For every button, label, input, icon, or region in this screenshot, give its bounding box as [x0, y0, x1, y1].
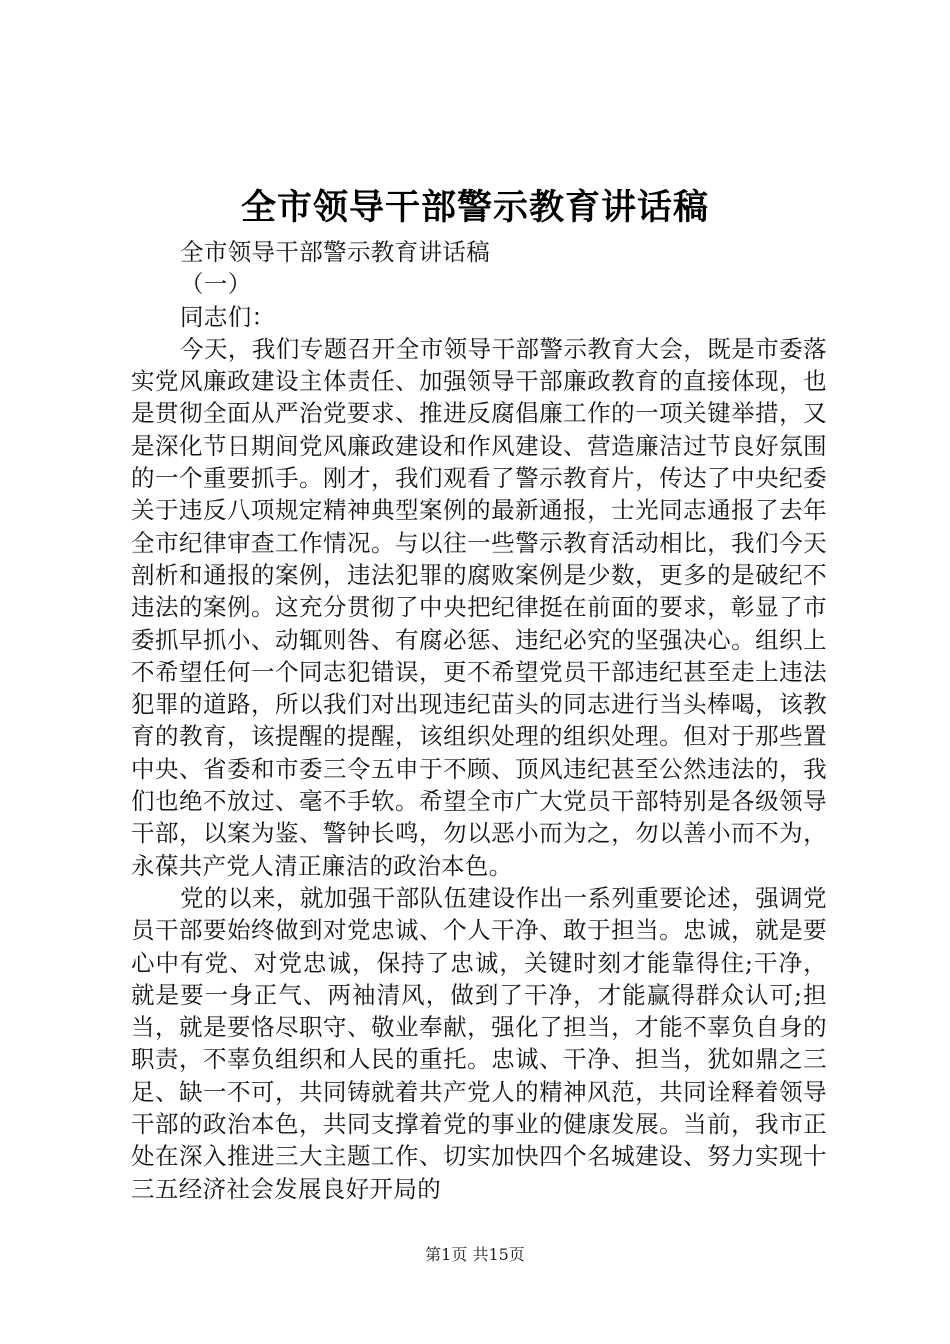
- page-footer: 第1页 共15页: [425, 1245, 525, 1264]
- document-body: [131, 236, 827, 1205]
- salutation: 同志们：: [180, 302, 276, 331]
- paragraph: 今天，我们专题召开全市领导干部警示教育大会，既是市委落实党风廉政建设主体责任、加强领导干部廉政教育的直接体现，也是贯彻全面从严治党要求、推进反腐倡廉工作的一项关键举措，又是深化节日期间党风廉政建设和作风建设、营造廉洁过节良好氛围的一个重要抓手。刚才，我们观看了警示教育片，传达了中央纪委关于违反八项规定精神典型案例的最新通报，士光同志通报了去年全市纪律审查工作情况。与以往一些警示教育活动相比，我们今天剖析和通报的案例，违法犯罪的腐败案例是少数，更多的是破纪不违法的案例。这充分贯彻了中央把纪律挺在前面的要求，彰显了市委抓早抓小、动辄则咎、有腐必惩、违纪必究的坚强决心。组织上不希望任何一个同志犯错误，更不希望党员干部违纪甚至走上违法犯罪的道路，所以我们对出现违纪苗头的同志进行当头棒喝，该教育的教育，该提醒的提醒，该组织处理的组织处理。但对于那些置中央、省委和市委三令五申于不顾、顶风违纪甚至公然违法的，我们也绝不放过、毫不手软。希望全市广大党员干部特别是各级领导干部，以案为鉴、警钟长鸣，勿以恶小而为之，勿以善小而不为，永葆共产党人清正廉洁的政治本色。: [131, 334, 827, 880]
- paragraph: 党的以来，就加强干部队伍建设作出一系列重要论述，强调党员干部要始终做到对党忠诚、个人干净、敢于担当。忠诚，就是要心中有党、对党忠诚，保持了忠诚，关键时刻才能靠得住;干净，就是要一身正气、两袖清风，做到了干净，才能赢得群众认可;担当，就是要恪尽职守、敬业奉献，强化了担当，才能不辜负自身的职责，不辜负组织和人民的重托。忠诚、干净、担当，犹如鼎之三足、缺一不可，共同铸就着共产党人的精神风范，共同诠释着领导干部的政治本色，共同支撑着党的事业的健康发展。当前，我市正处在深入推进三大主题工作、切实加快四个名城建设、努力实现十三五经济社会发展良好开局的: [131, 883, 827, 1203]
- document-title: 全市领导干部警示教育讲话稿: [240, 187, 709, 228]
- subtitle-line: 全市领导干部警示教育讲话稿: [180, 238, 491, 266]
- section-label: （一）: [180, 270, 252, 299]
